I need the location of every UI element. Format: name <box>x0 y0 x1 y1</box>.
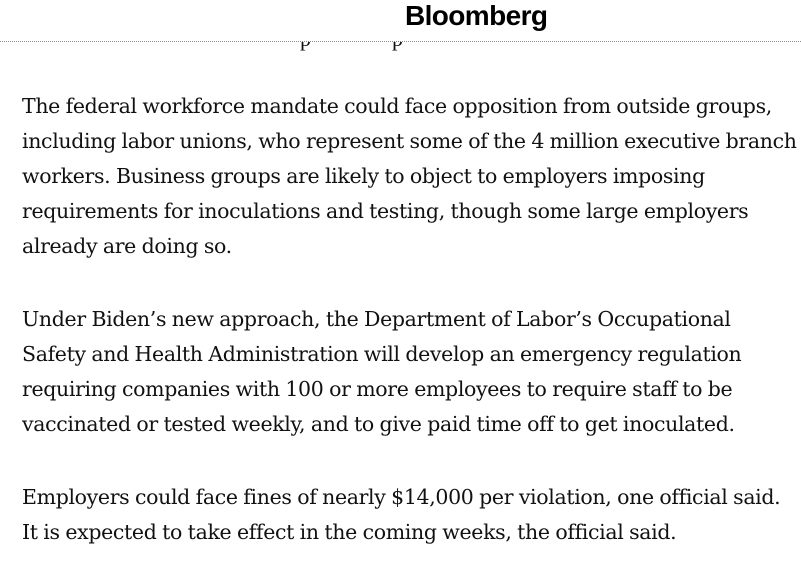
article-paragraph-2: Under Biden’s new approach, the Department of Labor’s Occupational Safety and Health Administration will develop an emergency regulation requiring companies with 100 or more employees to require staff to be vaccinated or tested weekly, and to give paid time off to get inoculated. <box>22 307 742 436</box>
article-paragraph-3: Employers could face fines of nearly $14,000 per violation, one official said. It is expected to take effect in the coming weeks, the official said. <box>22 485 781 544</box>
article-paragraph-1: The federal workforce mandate could face opposition from outside groups, including labor unions, who represent some of the 4 million executive branch workers. Business groups are likely to object to employers imposing requirements for inoculations and testing, though some large employers already are doing so. <box>22 94 797 258</box>
bloomberg-logo[interactable]: Bloomberg <box>405 0 548 31</box>
site-header <box>0 0 801 42</box>
article-body <box>22 89 797 588</box>
